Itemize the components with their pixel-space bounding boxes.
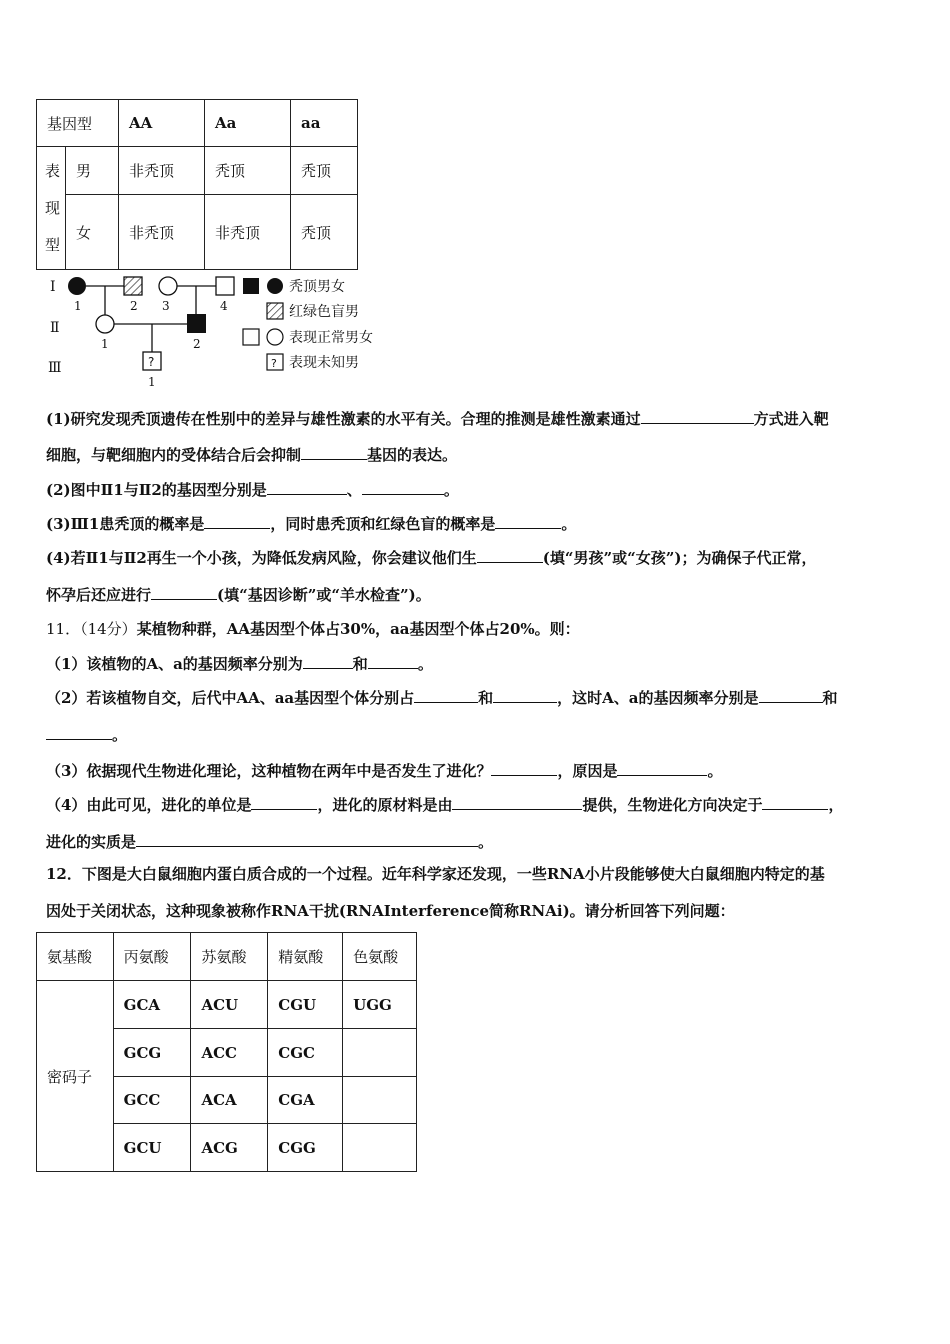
table1-cell: 非秃顶: [205, 195, 291, 270]
codon-cell: [343, 1124, 417, 1172]
svg-text:1: 1: [148, 375, 156, 389]
pedigree-chart: [40, 272, 400, 394]
answer-blank[interactable]: [136, 831, 478, 847]
answer-blank[interactable]: [414, 687, 478, 703]
svg-text:?: ?: [148, 355, 155, 369]
table1-cell: 非秃顶: [119, 195, 205, 270]
table1-cell: 非秃顶: [119, 147, 205, 195]
answer-blank[interactable]: [267, 479, 347, 495]
table2-header: 氨基酸: [37, 933, 114, 981]
table1-header-genotype: 基因型: [37, 100, 119, 147]
I3-normal-female: [159, 277, 177, 295]
codon-cell: [343, 1029, 417, 1077]
table1-header-AA: AA: [119, 100, 205, 147]
legend-normal: 表现正常男女: [289, 330, 373, 346]
svg-text:2: 2: [193, 337, 201, 351]
answer-blank[interactable]: [204, 513, 270, 529]
svg-text:3: 3: [162, 299, 170, 313]
svg-text:1: 1: [74, 299, 82, 313]
answer-blank[interactable]: [301, 444, 367, 460]
answer-blank[interactable]: [491, 760, 557, 776]
codon-cell: [343, 1077, 417, 1124]
table2-header: 丙氨酸: [113, 933, 191, 981]
answer-blank[interactable]: [362, 479, 444, 495]
table2-header: 精氨酸: [268, 933, 343, 981]
answer-blank[interactable]: [493, 687, 557, 703]
answer-blank[interactable]: [251, 794, 317, 810]
gen-label-III: Ⅲ: [48, 360, 62, 376]
svg-text:4: 4: [220, 299, 228, 313]
codon-cell: UGG: [343, 981, 417, 1029]
table1-row-label: 表 现 型: [37, 147, 66, 270]
table1-sex-male: 男: [66, 147, 119, 195]
svg-text:?: ?: [271, 357, 277, 370]
q11-part2: （2）若该植物自交，后代中AA、aa基因型个体分别占 和 ，这时A、a的基因频率分别是 和: [46, 689, 838, 707]
codon-cell: CGA: [268, 1077, 343, 1124]
table1-header-Aa: Aa: [205, 100, 291, 147]
answer-blank[interactable]: [452, 794, 582, 810]
codon-cell: CGG: [268, 1124, 343, 1172]
answer-blank[interactable]: [46, 724, 112, 740]
q11-title: 11．（14分）某植物种群，AA基因型个体占30%，aa基因型个体占20%。则：: [46, 620, 580, 638]
legend-bald: 秃顶男女: [289, 279, 345, 295]
table1-cell: 秃顶: [291, 195, 358, 270]
codon-cell: ACG: [191, 1124, 268, 1172]
codon-cell: CGC: [268, 1029, 343, 1077]
q11-part3: （3）依据现代生物进化理论，这种植物在两年中是否发生了进化？ ，原因是 。: [46, 762, 723, 780]
table2-header: 苏氨酸: [191, 933, 268, 981]
table1-cell: 秃顶: [205, 147, 291, 195]
codon-cell: CGU: [268, 981, 343, 1029]
svg-text:1: 1: [101, 337, 109, 351]
codon-cell: GCA: [113, 981, 191, 1029]
q12-line2: 因处于关闭状态，这种现象被称作RNA干扰(RNAInterference简称RNAi)。请分析回答下列问题：: [46, 902, 735, 920]
q11-part2-cont: 。: [46, 724, 127, 745]
q10-part2: (2)图中Ⅱ1与Ⅱ2的基因型分别是 、 。: [46, 481, 459, 499]
q10-part4: (4)若Ⅱ1与Ⅱ2再生一个小孩，为降低发病风险，你会建议他们生 (填“男孩”或“女孩”)；为确保子代正常，: [46, 549, 817, 567]
codon-cell: GCC: [113, 1077, 191, 1124]
table2-header: 色氨酸: [343, 933, 417, 981]
table1-header-aa: aa: [291, 100, 358, 147]
gen-label-I: Ⅰ: [50, 279, 56, 295]
codon-cell: ACA: [191, 1077, 268, 1124]
answer-blank[interactable]: [368, 653, 418, 669]
gen-label-II: Ⅱ: [50, 320, 60, 336]
table1-sex-female: 女: [66, 195, 119, 270]
codon-cell: ACC: [191, 1029, 268, 1077]
legend-unknown: 表现未知男: [289, 355, 359, 371]
legend-colorblind: 红绿色盲男: [289, 304, 359, 320]
answer-blank[interactable]: [477, 547, 543, 563]
I1-bald-female: [68, 277, 86, 295]
q11-part4-cont: 进化的实质是 。: [46, 833, 494, 851]
codon-cell: GCG: [113, 1029, 191, 1077]
answer-blank[interactable]: [617, 760, 707, 776]
II1-normal-female: [96, 315, 114, 333]
codon-table: [36, 932, 417, 1172]
II2-bald-male: [187, 314, 206, 333]
codon-cell: ACU: [191, 981, 268, 1029]
q10-part4-cont: 怀孕后还应进行 (填“基因诊断”或“羊水检查”)。: [46, 586, 431, 604]
answer-blank[interactable]: [495, 513, 561, 529]
q12-line1: 12．下图是大白鼠细胞内蛋白质合成的一个过程。近年科学家还发现，一些RNA小片段能够使大白鼠细胞内特定的基: [46, 865, 825, 883]
q11-part1: （1）该植物的A、a的基因频率分别为 和 。: [46, 655, 433, 673]
answer-blank[interactable]: [151, 584, 217, 600]
q10-part1-cont: 细胞，与靶细胞内的受体结合后会抑制 基因的表达。: [46, 446, 458, 464]
genotype-phenotype-table: [36, 99, 358, 270]
table2-row-label: 密码子: [37, 981, 114, 1172]
svg-text:2: 2: [130, 299, 138, 313]
q11-part4: （4）由此可见，进化的单位是 ，进化的原材料是由 提供，生物进化方向决定于 ，: [46, 796, 844, 814]
table1-cell: 秃顶: [291, 147, 358, 195]
answer-blank[interactable]: [641, 408, 754, 424]
answer-blank[interactable]: [303, 653, 353, 669]
q10-part3: (3)Ⅲ1患秃顶的概率是 ，同时患秃顶和红绿色盲的概率是 。: [46, 515, 577, 533]
codon-cell: GCU: [113, 1124, 191, 1172]
q10-part1: (1)研究发现秃顶遗传在性别中的差异与雄性激素的水平有关。合理的推测是雄性激素通过 方式进入靶: [46, 410, 829, 428]
answer-blank[interactable]: [762, 794, 828, 810]
I4-normal-male: [216, 277, 234, 295]
answer-blank[interactable]: [759, 687, 823, 703]
I2-colorblind-male: [124, 277, 142, 295]
